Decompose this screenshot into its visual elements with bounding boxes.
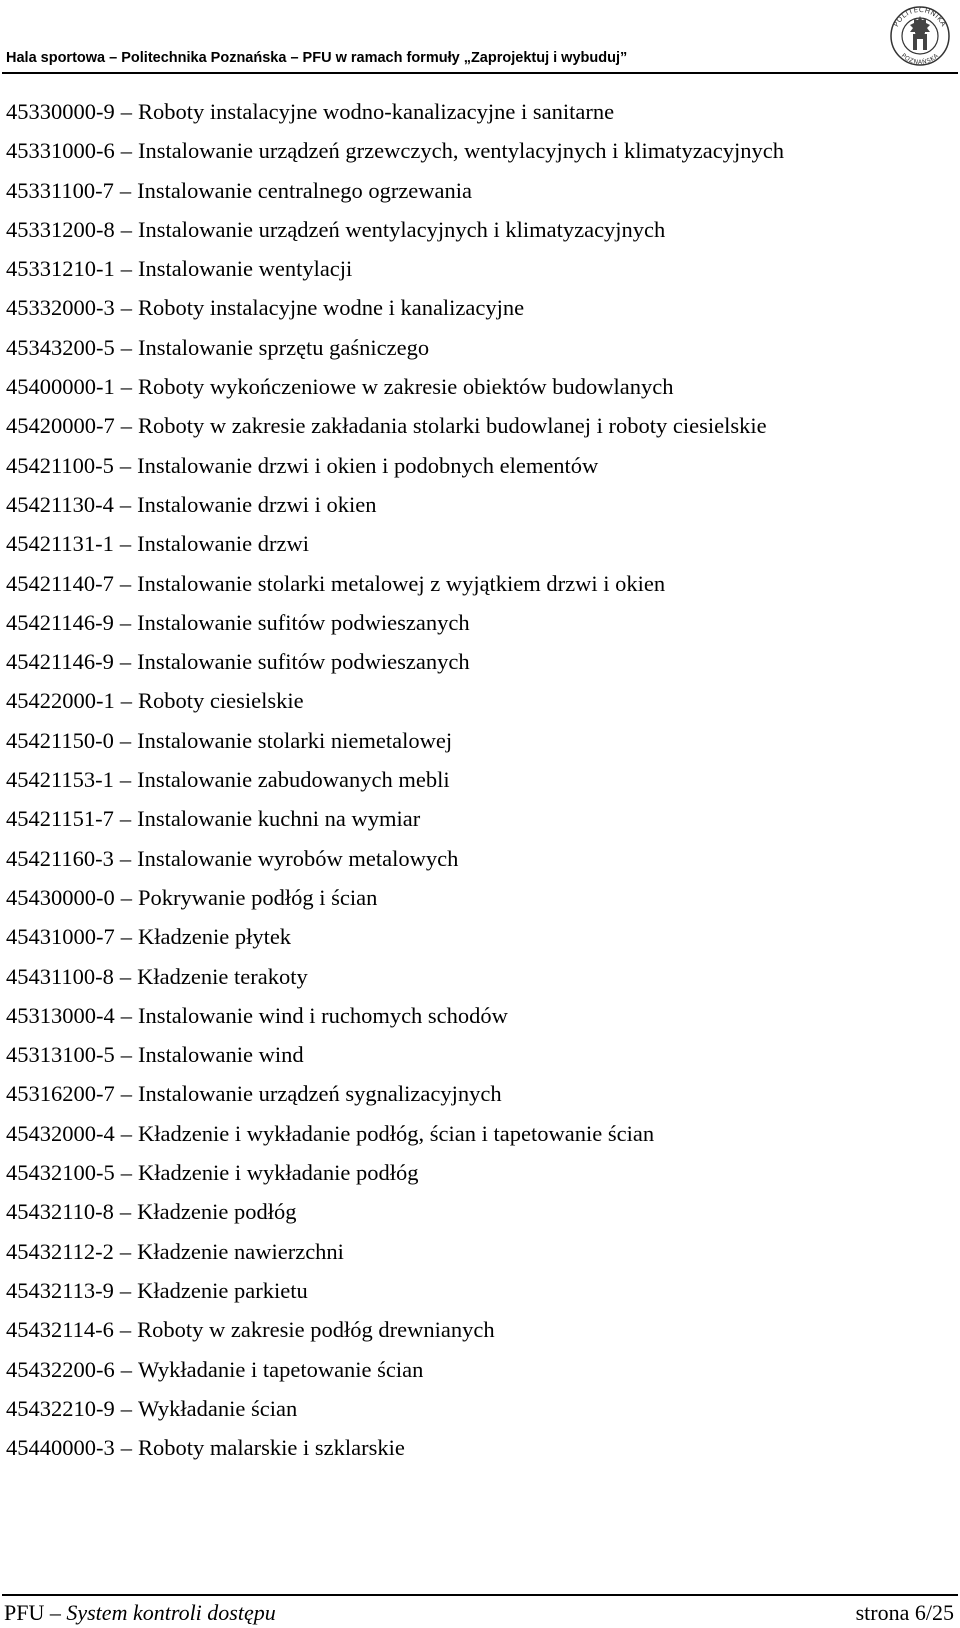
cpv-description: Instalowanie wind [138,1042,304,1068]
cpv-description: Instalowanie zabudowanych mebli [137,767,450,793]
cpv-separator: – [119,1317,132,1343]
footer-prefix: PFU [4,1600,45,1625]
cpv-entry [6,406,784,445]
cpv-code: 45421146-9 [6,609,114,635]
cpv-code: 45421130-4 [6,491,114,517]
cpv-description: Instalowanie sprzętu gaśniczego [138,334,430,360]
cpv-code: 45400000-1 [6,374,115,400]
cpv-code: 45331200-8 [6,216,115,242]
cpv-code: 45332000-3 [6,295,115,321]
cpv-description: Instalowanie urządzeń wentylacyjnych i klimatyzacyjnych [138,216,666,242]
cpv-entry [6,446,784,485]
cpv-separator: – [120,216,132,242]
logo-text-bottom: POZNAŃSKA [899,52,941,67]
cpv-code: 45432000-4 [6,1120,115,1146]
cpv-separator: – [119,963,132,989]
cpv-entry [6,1232,784,1271]
cpv-code: 45440000-3 [6,1435,115,1461]
cpv-entry [6,171,784,210]
cpv-entry [6,1310,784,1349]
cpv-separator: – [120,99,132,124]
cpv-separator: – [120,374,132,400]
cpv-entry [6,1153,784,1192]
cpv-code: 45420000-7 [6,413,115,439]
cpv-code: 45331210-1 [6,256,115,282]
cpv-code: 45432210-9 [6,1395,115,1421]
cpv-description: Roboty malarskie i szklarskie [138,1435,405,1461]
cpv-separator: – [119,452,132,478]
cpv-code: 45313100-5 [6,1042,115,1068]
cpv-description: Instalowanie stolarki niemetalowej [137,727,453,753]
cpv-description: Kładzenie i wykładanie podłóg, ścian i tapetowanie ścian [138,1120,655,1146]
cpv-description: Instalowanie sufitów podwieszanych [137,609,470,635]
header-title: Hala sportowa – Politechnika Poznańska – PFU w ramach formuły „Zaprojektuj i wybuduj” [6,50,628,66]
cpv-entry [6,1271,784,1310]
cpv-separator: – [120,1042,132,1068]
cpv-separator: – [120,1356,132,1382]
cpv-separator: – [119,845,132,871]
footer-document-title [4,1600,276,1626]
cpv-code: 45432100-5 [6,1160,115,1186]
cpv-code: 45330000-9 [6,99,115,124]
cpv-description: Roboty wykończeniowe w zakresie obiektów budowlanych [138,374,674,400]
cpv-entry [6,642,784,681]
cpv-description: Instalowanie centralnego ogrzewania [137,177,473,203]
cpv-entry [6,957,784,996]
university-seal-logo [884,4,956,68]
cpv-entry [6,1389,784,1428]
cpv-entry [6,1350,784,1389]
cpv-code: 45432114-6 [6,1317,114,1343]
cpv-entry [6,210,784,249]
cpv-separator: – [119,1277,132,1303]
cpv-code: 45331000-6 [6,138,115,164]
cpv-entry [6,564,784,603]
cpv-description: Instalowanie urządzeń grzewczych, wentylacyjnych i klimatyzacyjnych [138,138,784,164]
cpv-code: 45421160-3 [6,845,114,871]
cpv-code: 45421151-7 [6,806,114,832]
cpv-description: Roboty w zakresie podłóg drewnianych [137,1317,495,1343]
footer-divider [2,1594,958,1596]
cpv-description: Roboty ciesielskie [138,688,304,714]
cpv-description: Kładzenie parkietu [137,1277,308,1303]
cpv-separator: – [120,884,132,910]
cpv-separator: – [119,649,132,675]
cpv-description: Instalowanie sufitów podwieszanych [137,649,470,675]
cpv-code: 45431100-8 [6,963,114,989]
cpv-entry [6,996,784,1035]
cpv-code: 45313000-4 [6,1002,115,1028]
cpv-entry [6,603,784,642]
cpv-separator: – [120,138,132,164]
cpv-separator: – [120,256,132,282]
cpv-entry [6,1035,784,1074]
cpv-entry [6,328,784,367]
cpv-description: Pokrywanie podłóg i ścian [138,884,378,910]
page-number: strona 6/25 [855,1600,954,1625]
cpv-code: 45432113-9 [6,1277,114,1303]
cpv-entry [6,799,784,838]
cpv-code: 45432200-6 [6,1356,115,1382]
cpv-entry [6,878,784,917]
cpv-separator: – [119,1238,132,1264]
cpv-description: Instalowanie urządzeń sygnalizacyjnych [138,1081,502,1107]
cpv-description: Instalowanie drzwi i okien i podobnych elementów [137,452,599,478]
cpv-separator: – [119,609,132,635]
cpv-code: 45432110-8 [6,1199,114,1225]
cpv-separator: – [120,413,132,439]
cpv-description: Instalowanie stolarki metalowej z wyjątkiem drzwi i okien [137,570,666,596]
cpv-code: 45343200-5 [6,334,115,360]
cpv-description: Instalowanie drzwi [137,531,309,557]
cpv-separator: – [119,727,132,753]
cpv-separator: – [120,1002,132,1028]
cpv-description: Roboty w zakresie zakładania stolarki budowlanej i roboty ciesielskie [138,413,767,439]
cpv-entry [6,524,784,563]
cpv-separator: – [120,1081,132,1107]
cpv-entry [6,249,784,288]
cpv-description: Instalowanie drzwi i okien [137,491,377,517]
cpv-entry [6,760,784,799]
cpv-description: Instalowanie wyrobów metalowych [137,845,459,871]
cpv-entry [6,288,784,327]
cpv-code: 45421140-7 [6,570,114,596]
cpv-code: 45316200-7 [6,1081,115,1107]
cpv-separator: – [119,491,132,517]
cpv-description: Kładzenie nawierzchni [137,1238,344,1264]
cpv-code: 45431000-7 [6,924,115,950]
cpv-entry [6,1192,784,1231]
cpv-entry [6,367,784,406]
cpv-separator: – [119,767,132,793]
cpv-separator: – [120,924,132,950]
cpv-description: Roboty instalacyjne wodno-kanalizacyjne i sanitarne [138,99,615,124]
cpv-separator: – [120,688,132,714]
cpv-separator: – [119,531,132,557]
cpv-separator: – [120,334,132,360]
footer-separator: – [49,1600,61,1625]
cpv-code: 45421153-1 [6,767,114,793]
cpv-description: Kładzenie płytek [138,924,292,950]
cpv-entry [6,917,784,956]
cpv-description: Wykładanie i tapetowanie ścian [138,1356,424,1382]
cpv-description: Kładzenie podłóg [137,1199,297,1225]
cpv-entry [6,721,784,760]
cpv-code-list [6,92,784,1467]
cpv-entry [6,485,784,524]
cpv-code: 45421131-1 [6,531,114,557]
cpv-description: Instalowanie wind i ruchomych schodów [138,1002,508,1028]
cpv-description: Wykładanie ścian [138,1395,298,1421]
cpv-code: 45421100-5 [6,452,114,478]
cpv-code: 45422000-1 [6,688,115,714]
cpv-entry [6,1114,784,1153]
logo-text-top: POLITECHNIKA [892,5,948,29]
cpv-code: 45430000-0 [6,884,115,910]
cpv-entry [6,92,784,131]
cpv-entry [6,1074,784,1113]
cpv-code: 45421146-9 [6,649,114,675]
cpv-separator: – [120,1160,132,1186]
footer-title: System kontroli dostępu [66,1600,276,1625]
cpv-code: 45331100-7 [6,177,114,203]
cpv-entry [6,1428,784,1467]
cpv-description: Instalowanie wentylacji [138,256,353,282]
cpv-entry [6,131,784,170]
header-divider [2,72,958,74]
cpv-description: Kładzenie terakoty [137,963,308,989]
cpv-entry [6,681,784,720]
cpv-code: 45432112-2 [6,1238,114,1264]
cpv-separator: – [120,295,132,321]
cpv-description: Instalowanie kuchni na wymiar [137,806,421,832]
cpv-separator: – [120,1395,132,1421]
cpv-description: Roboty instalacyjne wodne i kanalizacyjne [138,295,525,321]
cpv-separator: – [120,1435,132,1461]
cpv-entry [6,839,784,878]
cpv-code: 45421150-0 [6,727,114,753]
cpv-separator: – [119,570,132,596]
cpv-description: Kładzenie i wykładanie podłóg [138,1160,419,1186]
cpv-separator: – [120,1120,132,1146]
cpv-separator: – [119,806,132,832]
cpv-separator: – [119,177,132,203]
cpv-separator: – [119,1199,132,1225]
